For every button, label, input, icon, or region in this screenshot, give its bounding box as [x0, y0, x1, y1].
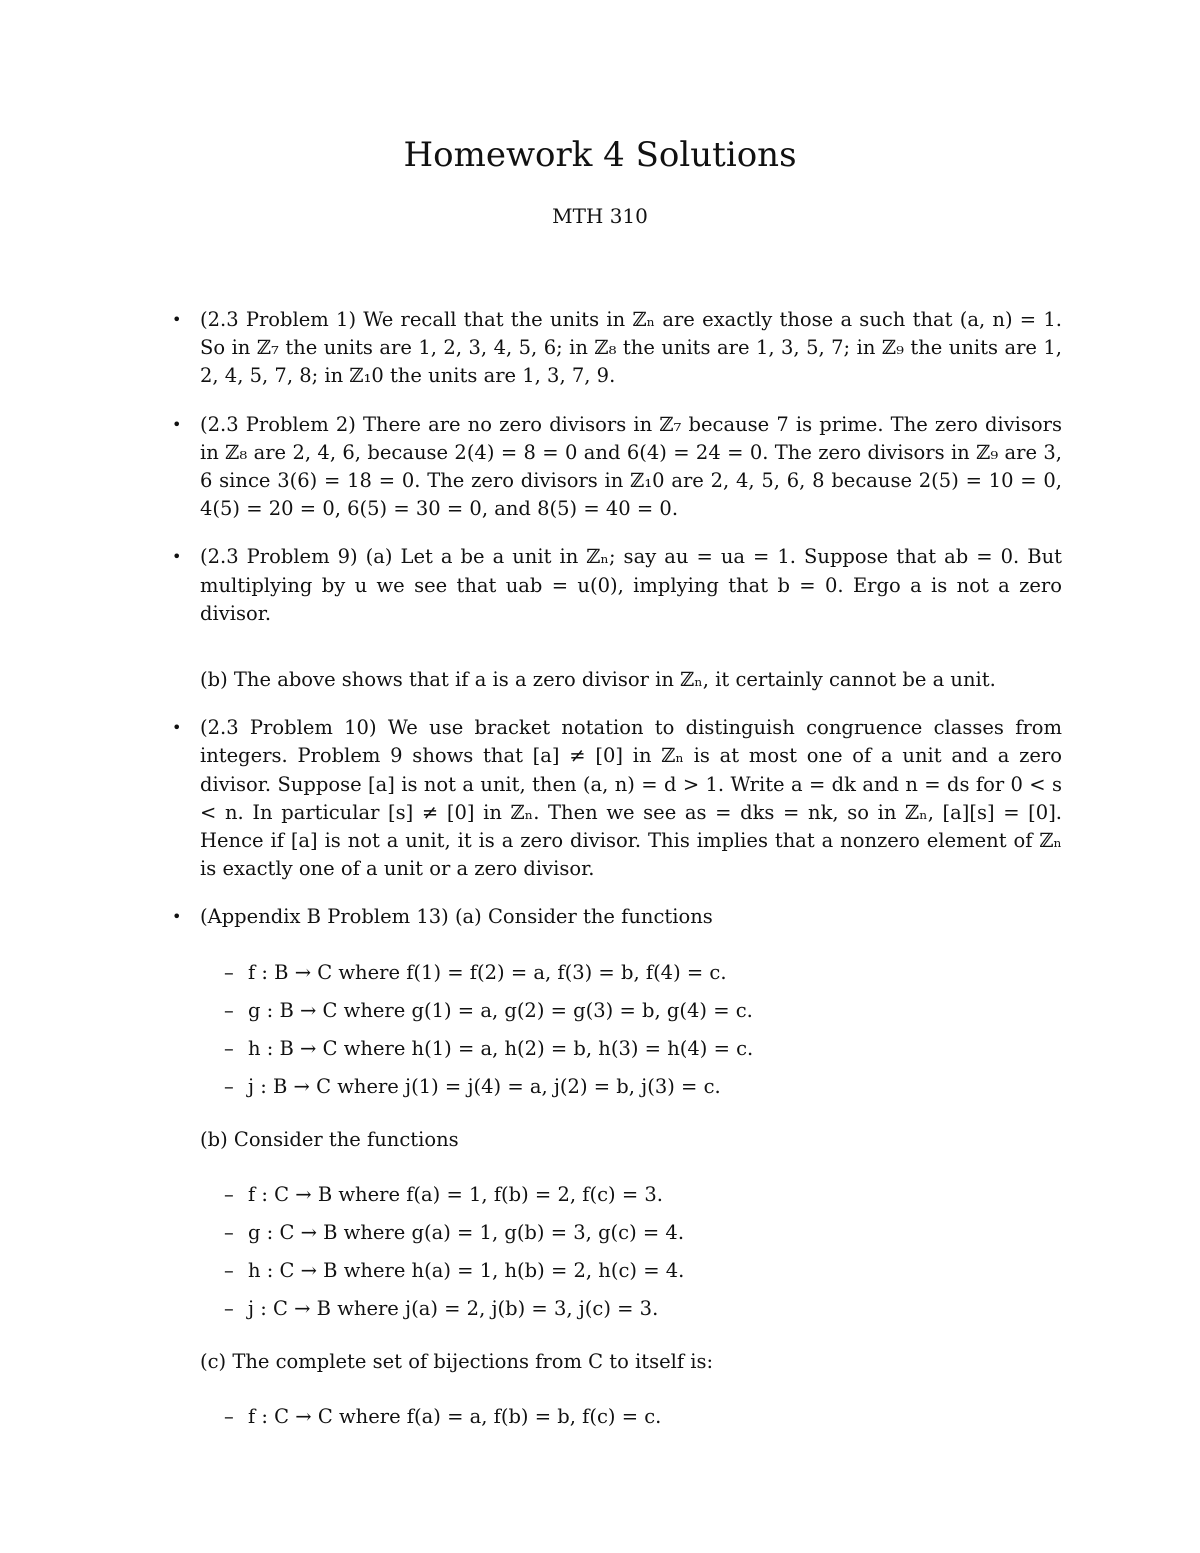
list-item — [200, 954, 1062, 992]
function-definition: f : C → B where f(a) = 1, f(b) = 2, f(c) = 3. — [248, 1182, 663, 1206]
bullet-icon: • — [172, 718, 182, 738]
function-list-a — [200, 954, 1062, 1106]
dash-icon: – — [224, 1258, 234, 1282]
function-definition: g : C → B where g(a) = 1, g(b) = 3, g(c) = 4. — [248, 1220, 685, 1244]
list-item — [200, 1030, 1062, 1068]
bullet-icon: • — [172, 907, 182, 927]
dash-icon: – — [224, 1182, 234, 1206]
list-item — [200, 1252, 1062, 1290]
dash-icon: – — [224, 998, 234, 1022]
list-item — [200, 992, 1062, 1030]
bullet-icon: • — [172, 547, 182, 567]
problem-part-b: (b) Consider the functions — [200, 1127, 459, 1151]
function-list-b — [200, 1176, 1062, 1328]
function-definition: f : B → C where f(1) = f(2) = a, f(3) = b, f(4) = c. — [248, 960, 727, 984]
dash-icon: – — [224, 1405, 234, 1429]
list-item — [200, 1398, 1062, 1436]
function-definition: j : C → B where j(a) = 2, j(b) = 3, j(c) = 3. — [248, 1296, 659, 1320]
problem-item — [172, 411, 1062, 524]
problem-item — [172, 306, 1062, 391]
list-item — [200, 1068, 1062, 1106]
problem-text: (2.3 Problem 10) We use bracket notation to distinguish congruence classes from integers. Problem 9 shows that [a] ≠ [0] in ℤₙ is at most one of a unit and a zero divisor. Suppose [a] is not a unit, then (a, n) = d > 1. Write a = dk and n = ds for 0 < s < n. In particular [s] ≠ [0] in ℤₙ. Then we see as = dks = nk, so in ℤₙ, [a][s] = [0]. Hence if [a] is not a unit, it is a zero divisor. This implies that a nonzero element of ℤₙ is exactly one of a unit or a zero divisor. — [200, 716, 1062, 881]
function-definition: g : B → C where g(1) = a, g(2) = g(3) = b, g(4) = c. — [248, 998, 753, 1022]
dash-icon: – — [224, 960, 234, 984]
dash-icon: – — [224, 1036, 234, 1060]
function-definition: h : B → C where h(1) = a, h(2) = b, h(3) = h(4) = c. — [248, 1036, 754, 1060]
solutions-list — [172, 306, 1062, 1456]
problem-item — [172, 543, 1062, 694]
dash-icon: – — [224, 1074, 234, 1098]
problem-text: (2.3 Problem 2) There are no zero divisors in ℤ₇ because 7 is prime. The zero divisors in ℤ₈ are 2, 4, 6, because 2(4) = 8 = 0 and 6(4) = 24 = 0. The zero divisors in ℤ₉ are 3, 6 since 3(6) = 18 = 0. The zero divisors in ℤ₁0 are 2, 4, 5, 6, 8 because 2(5) = 10 = 0, 4(5) = 20 = 0, 6(5) = 30 = 0, and 8(5) = 40 = 0. — [200, 412, 1062, 521]
list-item — [200, 1176, 1062, 1214]
course-name: MTH 310 — [552, 204, 648, 228]
problem-text: (2.3 Problem 9) (a) Let a be a unit in ℤₙ; say au = ua = 1. Suppose that ab = 0. But multiplying by u we see that uab = u(0), implying that b = 0. Ergo a is not a zero divisor. — [200, 545, 1062, 625]
list-item — [200, 1214, 1062, 1252]
function-definition: h : C → B where h(a) = 1, h(b) = 2, h(c) = 4. — [248, 1258, 685, 1282]
list-item — [200, 1290, 1062, 1328]
problem-part-c: (c) The complete set of bijections from C to itself is: — [200, 1349, 714, 1373]
function-list-c — [200, 1398, 1062, 1436]
bullet-icon: • — [172, 414, 182, 434]
function-definition: f : C → C where f(a) = a, f(b) = b, f(c) = c. — [248, 1405, 662, 1429]
problem-text: (Appendix B Problem 13) (a) Consider the functions — [200, 905, 713, 929]
function-definition: j : B → C where j(1) = j(4) = a, j(2) = b, j(3) = c. — [248, 1074, 721, 1098]
dash-icon: – — [224, 1296, 234, 1320]
problem-item — [172, 903, 1062, 1436]
dash-icon: – — [224, 1220, 234, 1244]
bullet-icon: • — [172, 310, 182, 329]
problem-part-b: (b) The above shows that if a is a zero divisor in ℤₙ, it certainly cannot be a unit. — [200, 668, 996, 692]
page-title: Homework 4 Solutions — [403, 135, 797, 175]
problem-text: (2.3 Problem 1) We recall that the units in ℤₙ are exactly those a such that (a, n) = 1. So in ℤ₇ the units are 1, 2, 3, 4, 5, 6; in ℤ₈ the units are 1, 3, 5, 7; in ℤ₉ the units are 1, 2, 4, 5, 7, 8; in ℤ₁0 the units are 1, 3, 7, 9. — [200, 308, 1062, 388]
problem-item — [172, 714, 1062, 883]
